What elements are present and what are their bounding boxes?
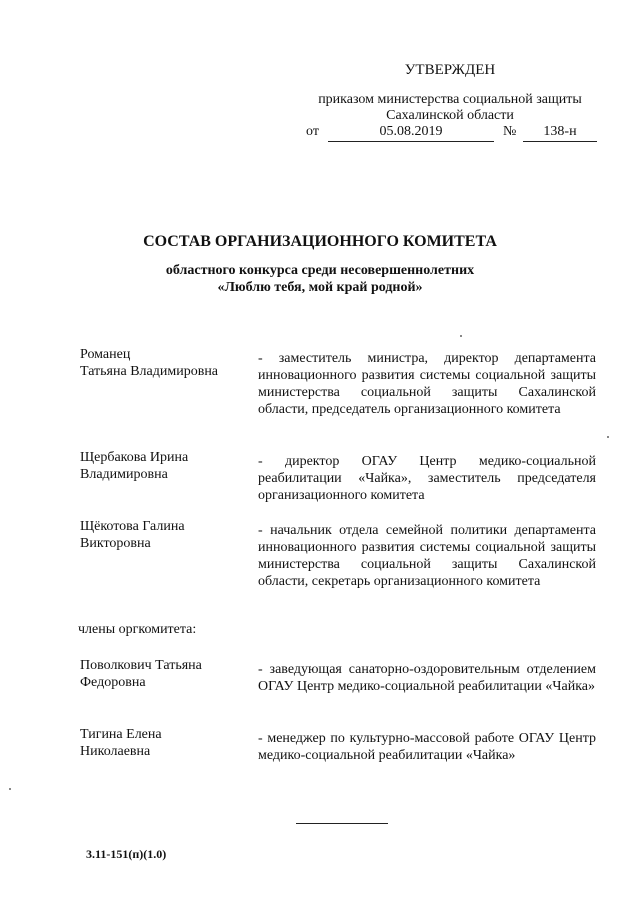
document-code: 3.11-151(п)(1.0)	[86, 847, 167, 861]
member-name: Щербакова Ирина Владимировна	[80, 450, 189, 482]
member-role: - заместитель министра, директор департамента инновационного развития системы социальной защиты министерства социальной защиты Сахалинской области, председатель организационного комитета	[258, 351, 596, 417]
members-section-label: члены оргкомитета:	[78, 622, 197, 637]
scan-speck	[460, 335, 462, 337]
approval-region-line: Сахалинской области	[386, 108, 514, 123]
approval-title: УТВЕРЖДЕН	[404, 62, 496, 78]
member-role: - заведующая санаторно-оздоровительным отделением ОГАУ Центр медико-социальной реабилитации «Чайка»	[258, 662, 596, 694]
document-subtitle: областного конкурса среди несовершеннолетних	[165, 263, 475, 278]
member-role: - менеджер по культурно-массовой работе ОГАУ Центр медико-социальной реабилитации «Чайка»	[258, 731, 596, 763]
member-role: - директор ОГАУ Центр медико-социальной реабилитации «Чайка», заместитель председателя организационного комитета	[258, 454, 596, 503]
scan-speck	[607, 436, 609, 438]
document-title: СОСТАВ ОРГАНИЗАЦИОННОГО КОМИТЕТА	[143, 233, 497, 250]
footer-divider	[296, 823, 388, 824]
document-subtitle-contest: «Люблю тебя, мой край родной»	[217, 280, 423, 295]
order-date: 05.08.2019	[328, 124, 494, 142]
scan-speck	[9, 788, 11, 790]
order-from-label: от	[306, 124, 319, 139]
order-number-label: №	[503, 124, 517, 139]
member-name: Щёкотова Галина Викторовна	[80, 519, 185, 551]
approval-order-line: приказом министерства социальной защиты	[318, 92, 582, 107]
member-role: - начальник отдела семейной политики департамента инновационного развития системы социальной защиты министерства социальной защиты Сахалинской области, секретарь организационного комитета	[258, 523, 596, 589]
order-reference-row	[306, 124, 606, 144]
member-name: Поволкович Татьяна Федоровна	[80, 658, 202, 690]
order-number: 138-н	[523, 124, 597, 142]
member-name: Романец Татьяна Владимировна	[80, 347, 219, 379]
member-name: Тигина Елена Николаевна	[80, 727, 162, 759]
